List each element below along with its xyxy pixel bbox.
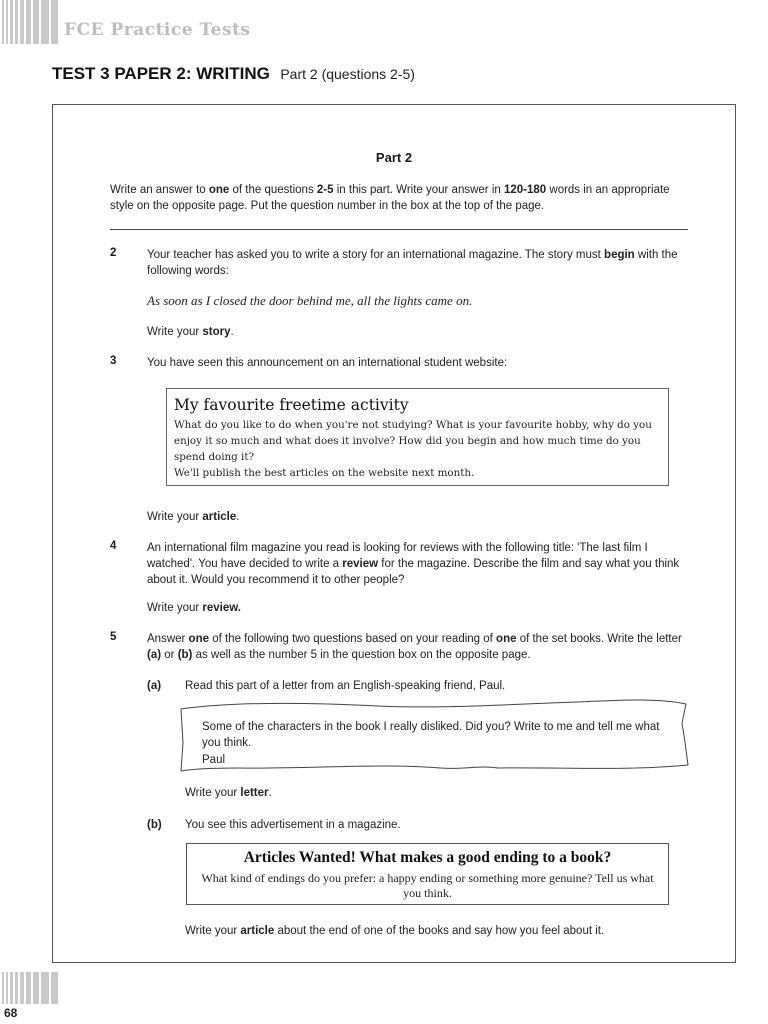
question-3-number: 3 xyxy=(110,355,117,367)
option-b-text: You see this advertisement in a magazine. xyxy=(185,819,401,831)
announcement-footer: We'll publish the best articles on the website next month. xyxy=(174,467,475,479)
exam-frame xyxy=(52,104,736,963)
option-b-task: Write your article about the end of one of the books and say how you feel about it. xyxy=(185,925,605,937)
question-2-task: Write your story. xyxy=(147,326,234,338)
question-4-task: Write your review. xyxy=(147,602,241,614)
question-2-number: 2 xyxy=(110,247,117,259)
option-b-label: (b) xyxy=(147,819,162,831)
letter-excerpt-box xyxy=(178,695,693,783)
question-5-number: 5 xyxy=(110,631,117,643)
option-a-task: Write your letter. xyxy=(185,787,272,799)
question-3-task: Write your article. xyxy=(147,511,240,523)
announcement-body: What do you like to do when you're not studying? What is your favourite hobby, why do you enjoy it so much and what does it involve? How did you begin and how much time do you spend doing it? xyxy=(174,419,652,463)
question-3-text: You have seen this announcement on an international student website: xyxy=(147,357,508,369)
question-4-number: 4 xyxy=(110,540,117,552)
footer-stripes-decoration xyxy=(0,972,58,1004)
letter-body: Some of the characters in the book I really disliked. Did you? Write to me and tell me what you think. xyxy=(202,721,660,749)
advertisement-title: Articles Wanted! What makes a good ending to a book? xyxy=(243,849,612,866)
option-a-text: Read this part of a letter from an English-speaking friend, Paul. xyxy=(185,680,506,692)
letter-signature: Paul xyxy=(202,754,226,766)
test-title: TEST 3 PAPER 2: WRITING xyxy=(52,64,270,83)
header-stripes-decoration xyxy=(0,0,58,44)
announcement-box xyxy=(166,388,669,486)
announcement-title: My favourite freetime activity xyxy=(174,396,409,414)
advertisement-body: What kind of endings do you prefer: a happy ending or something more genuine? Tell us what you think. xyxy=(201,871,654,900)
option-a-label: (a) xyxy=(147,680,162,692)
part-instructions: Write an answer to one of the questions 2-5 in this part. Write your answer in 120-180 words in an appropriate style on the opposite page. Put the question number in the box at the top of the page. xyxy=(110,184,670,212)
section-divider xyxy=(110,229,688,230)
test-heading xyxy=(52,64,415,84)
part-subtitle: Part 2 (questions 2-5) xyxy=(280,66,415,82)
question-5-text: Answer one of the following two questions based on your reading of one of the set books. Write the letter (a) or (b) as well as the number 5 in the question box on the opposite page. xyxy=(147,633,682,661)
part-title: Part 2 xyxy=(375,150,413,165)
question-2-text: Your teacher has asked you to write a story for an international magazine. The story must begin with the following words: xyxy=(147,249,678,277)
book-header-title: FCE Practice Tests xyxy=(64,20,251,40)
advertisement-box xyxy=(186,843,669,905)
page-number: 68 xyxy=(4,1006,18,1020)
question-2-quote: As soon as I closed the door behind me, all the lights came on. xyxy=(147,293,473,308)
question-4-text: An international film magazine you read is looking for reviews with the following title: 'The last film I watched'. You have decided to write a review for the magazine. Describe the film and say what you think about it. Would you recommend it to other people? xyxy=(147,542,680,586)
